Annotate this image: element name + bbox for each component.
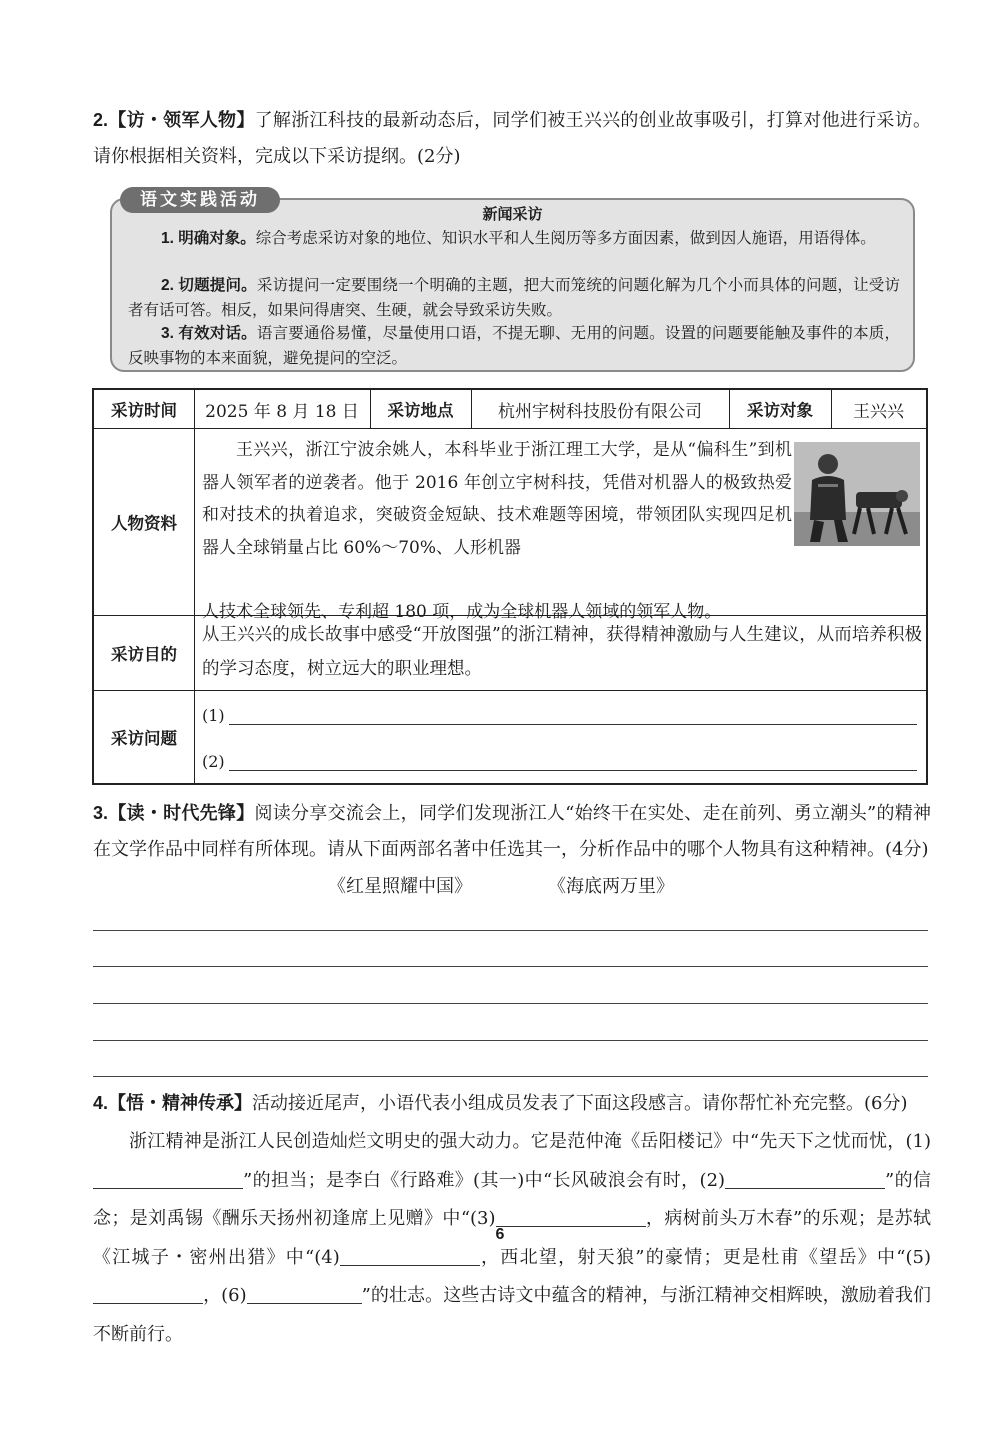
fill-blank-1[interactable] <box>93 1169 243 1189</box>
blank-number: (4) <box>314 1246 340 1268</box>
blank-number: (6) <box>221 1285 247 1306</box>
question-text: 了解浙江科技的最新动态后，同学们被王兴兴的创业故事吸引，打算对他进行采访。请你根据相关资料，完成以下采访提纲。(2分) <box>93 110 932 167</box>
answer-line[interactable] <box>93 1076 928 1077</box>
time-label: 采访时间 <box>111 402 177 420</box>
blank-number: (1) <box>905 1131 931 1152</box>
question-tag: 【读・时代先锋】 <box>108 803 255 823</box>
answer-line[interactable] <box>93 930 928 931</box>
practice-item-head: 1. 明确对象。 <box>161 230 256 247</box>
blank-number: (3) <box>470 1208 496 1229</box>
bio-label: 人物资料 <box>111 514 177 533</box>
question-3 <box>93 795 931 868</box>
practice-title: 新闻采访 <box>482 206 543 223</box>
practice-item-text: 语言要通俗易懂，尽量使用口语，不提无聊、无用的问题。设置的问题要能触及事件的本质，反映事物的本来面貌，避免提问的空泛。 <box>128 324 900 367</box>
robot-photo-icon <box>794 442 920 546</box>
practice-item <box>128 226 900 251</box>
fill-blank-6[interactable] <box>247 1284 362 1304</box>
blank-number: (5) <box>905 1246 932 1268</box>
answer-line[interactable] <box>93 1040 928 1041</box>
practice-item <box>128 273 900 323</box>
practice-item-head: 2. 切题提问。 <box>161 277 257 294</box>
practice-item-head: 3. 有效对话。 <box>161 325 257 342</box>
answer-line[interactable] <box>93 966 928 967</box>
question-number: 4. <box>93 1093 109 1113</box>
question-number: 2. <box>93 110 109 130</box>
purpose-label: 采访目的 <box>111 645 177 664</box>
practice-item-text: 综合考虑采访对象的地位、知识水平和人生阅历等多方面因素，做到因人施语，用语得体。 <box>255 229 876 247</box>
blank-number: (1) <box>202 706 225 725</box>
answer-line[interactable] <box>93 1003 928 1004</box>
interview-table <box>92 388 928 785</box>
person-value: 王兴兴 <box>853 401 904 422</box>
paragraph-text: ”的信念；是刘禹锡《酬乐天扬州初逢席上见赠》中“ <box>93 1169 931 1229</box>
question-tag: 【悟・精神传承】 <box>108 1093 253 1113</box>
questions-label: 采访问题 <box>111 729 177 748</box>
purpose-text: 从王兴兴的成长故事中感受“开放图强”的浙江精神，获得精神激励与人生建议，从而培养积极的学习态度，树立远大的职业理想。 <box>202 625 922 679</box>
answer-line[interactable] <box>229 757 917 771</box>
fill-blank-4[interactable] <box>340 1246 480 1266</box>
question-2 <box>93 102 931 175</box>
bio-text-last: 人技术全球领先、专利超 180 项，成为全球机器人领域的领军人物。 <box>202 602 722 622</box>
question-tag: 【访・领军人物】 <box>108 110 255 130</box>
bio-text: 王兴兴，浙江宁波余姚人，本科毕业于浙江理工大学，是从“偏科生”到机器人领军者的逆袭者。他于 2016 年创立宇树科技，凭借对机器人的极致热爱和对技术的执着追求，突破资金短缺、技术难题等困境，带领团队实现四足机器人全球销量占比 60%～70%、人形机器 <box>202 440 792 558</box>
practice-badge: 语文实践活动 <box>120 187 280 213</box>
question-text: 阅读分享交流会上，同学们发现浙江人“始终干在实处、走在前列、勇立潮头”的精神在文学作品中同样有所体现。请从下面两部名著中任选其一，分析作品中的哪个人物具有这种精神。(4分) <box>93 803 932 860</box>
fill-blank-2[interactable] <box>725 1169 885 1189</box>
time-value: 2025 年 8 月 18 日 <box>205 401 359 422</box>
person-photo <box>794 442 920 546</box>
question-4 <box>93 1085 931 1122</box>
book-option-2: 《海底两万里》 <box>548 876 674 897</box>
paragraph-text: ，西北望，射天狼”的豪情；更是杜甫《望岳》中“ <box>479 1246 906 1268</box>
paragraph-text: ， <box>203 1285 222 1306</box>
question-number: 3. <box>93 803 109 823</box>
blank-number: (2) <box>699 1169 726 1191</box>
paragraph-text: ”的担当；是李白《行路难》(其一)中“长风破浪会有时， <box>243 1169 700 1191</box>
answer-line[interactable] <box>229 711 917 725</box>
paragraph-text: ，病树前头万木春”的乐观；是苏轼《江城子・密州出猎》中“ <box>93 1208 931 1268</box>
fill-blank-3[interactable] <box>496 1207 646 1227</box>
page-number: 6 <box>495 1226 505 1243</box>
paragraph-text: 浙江精神是浙江人民创造灿烂文明史的强大动力。它是范仲淹《岳阳楼记》中“先天下之忧而忧， <box>129 1131 906 1152</box>
place-label: 采访地点 <box>387 402 454 420</box>
question-blank-2[interactable] <box>202 752 917 771</box>
place-value: 杭州宇树科技股份有限公司 <box>498 401 702 422</box>
question-blank-1[interactable] <box>202 706 917 725</box>
book-option-1: 《红星照耀中国》 <box>328 876 472 897</box>
practice-item-text: 采访提问一定要围绕一个明确的主题，把大而笼统的问题化解为几个小而具体的问题，让受访者有话可答。相反，如果问得唐突、生硬，就会导致采访失败。 <box>128 276 900 319</box>
practice-item <box>128 321 900 371</box>
question-text: 活动接近尾声，小语代表小组成员发表了下面这段感言。请你帮忙补充完整。(6分) <box>252 1093 908 1114</box>
fill-blank-5[interactable] <box>93 1284 203 1304</box>
paragraph-text: ”的壮志。这些古诗文中蕴含的精神，与浙江精神交相辉映，激励着我们不断前行。 <box>93 1285 931 1345</box>
person-label: 采访对象 <box>747 402 813 420</box>
blank-number: (2) <box>202 752 225 771</box>
